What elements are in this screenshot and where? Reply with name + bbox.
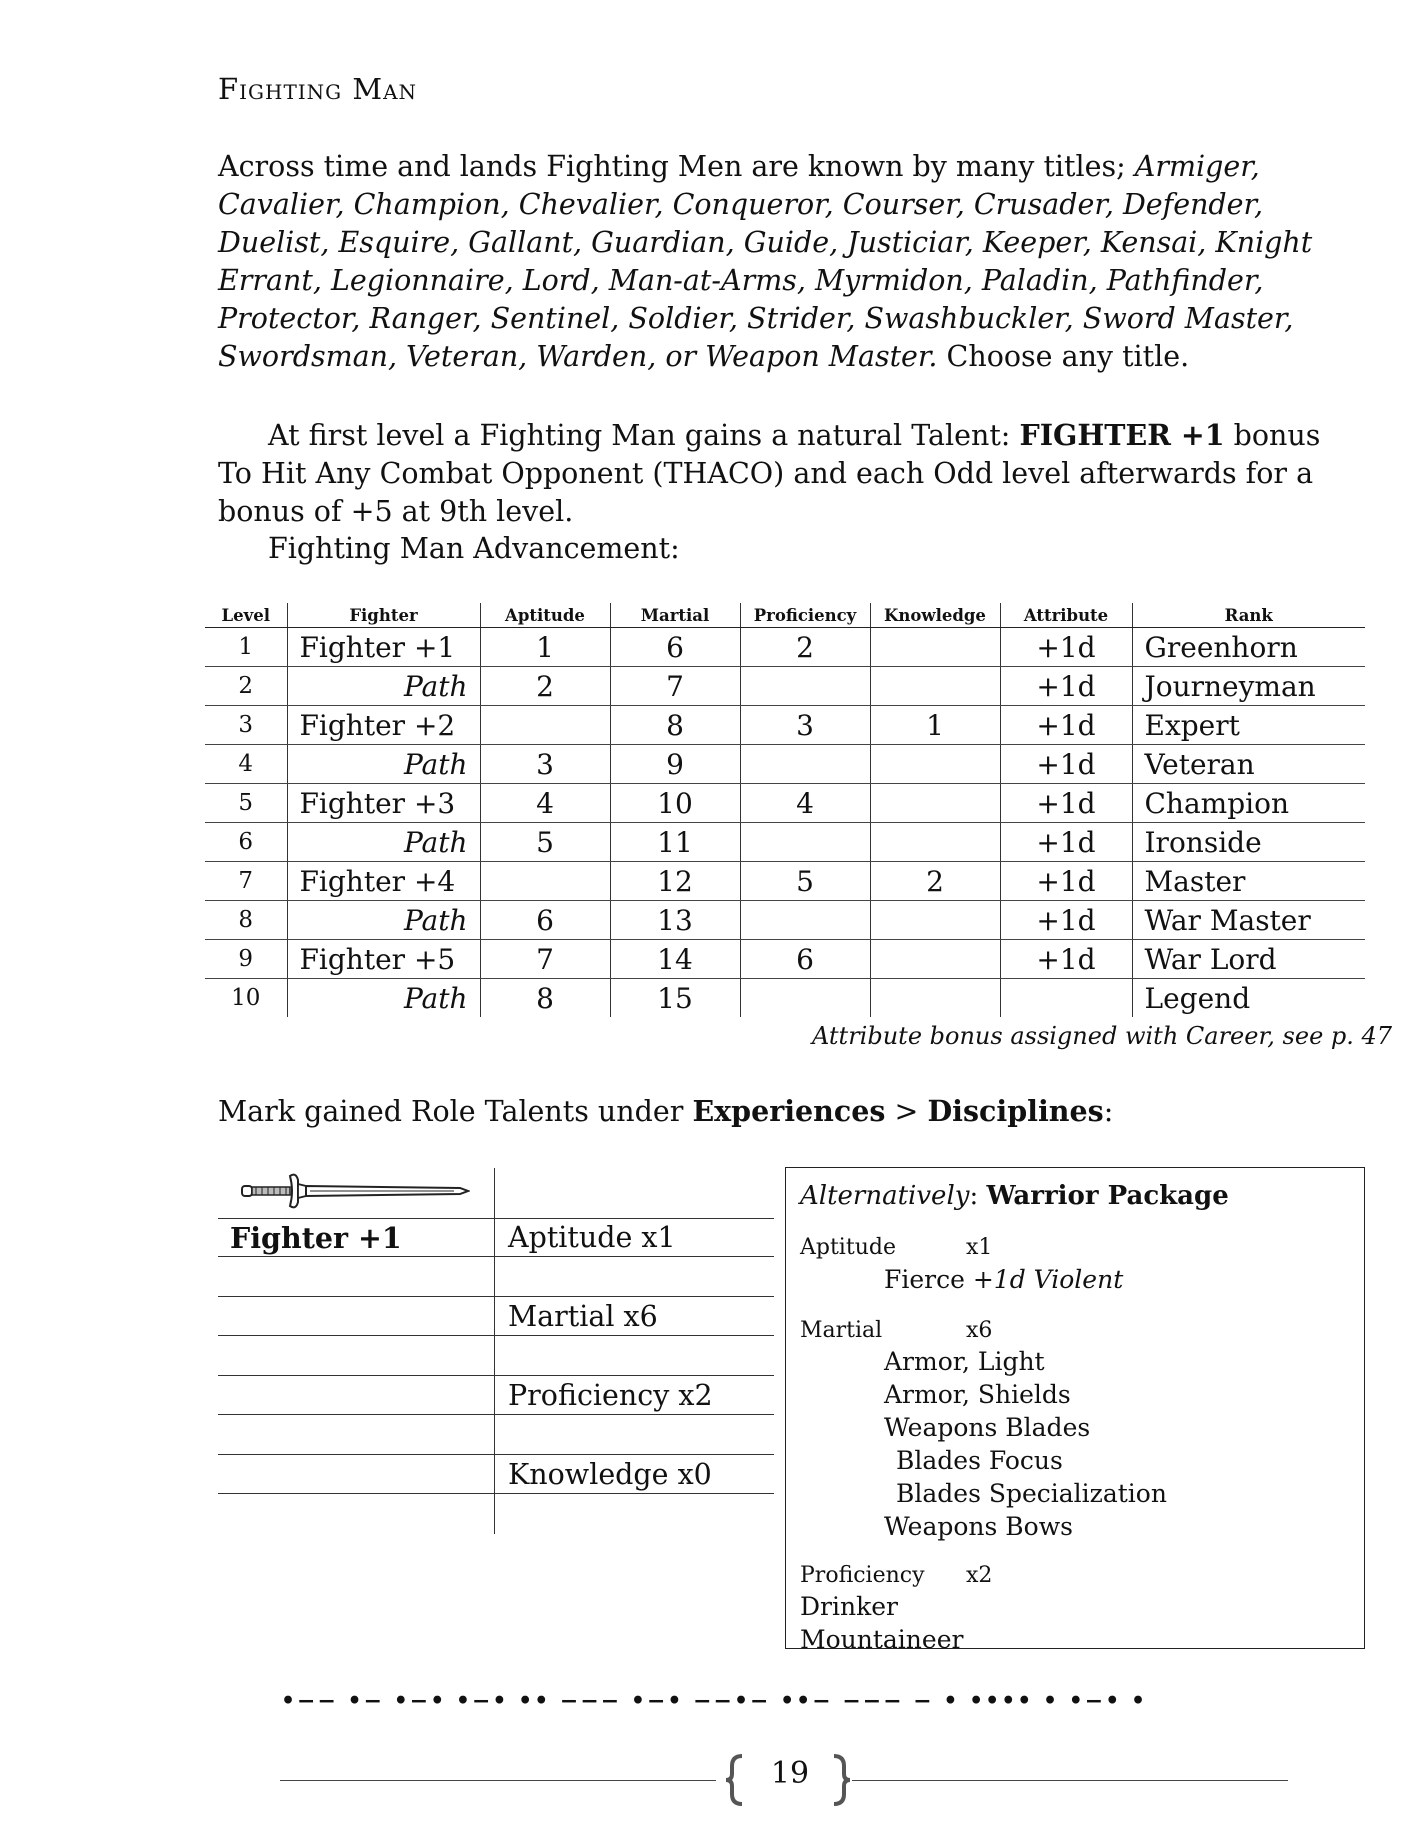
tracker-rule [218,1296,774,1297]
cell-proficiency [740,901,870,940]
talent-paragraph [218,416,1348,531]
section-heading: Fighting Man [218,72,418,106]
cell-proficiency [740,823,870,862]
table-row [205,706,1365,745]
package-martial-count: x6 [966,1318,993,1343]
package-name: Warrior Package [986,1181,1229,1211]
cell-aptitude: 7 [480,940,610,979]
package-title [800,1180,1229,1212]
talent-pre: At first level a Fighting Man gains a natural Talent: [268,419,1020,452]
cell-aptitude: 6 [480,901,610,940]
cell-attribute: +1d [1000,784,1132,823]
cell-rank: War Lord [1132,940,1365,979]
table-row [205,667,1365,706]
cell-knowledge [870,667,1000,706]
intro-tail: Choose any title. [937,340,1190,373]
cell-knowledge [870,823,1000,862]
package-alt: Alternatively [800,1181,970,1211]
package-blade-item: Blades Focus [896,1446,1063,1475]
tracker-fighter-label: Fighter +1 [230,1221,402,1255]
cell-rank: Veteran [1132,745,1365,784]
cell-proficiency [740,745,870,784]
cell-level: 10 [231,985,261,1011]
cell-rank: Ironside [1132,823,1365,862]
table-row [205,823,1365,862]
col-proficiency: Proficiency [740,603,870,628]
package-proficiency-count: x2 [966,1563,993,1588]
table-header-row [205,603,1365,628]
tracker-rule [218,1335,774,1336]
fierce-note: +1d Violent [972,1265,1124,1294]
cell-level: 5 [205,784,287,823]
cell-aptitude: 8 [480,979,610,1018]
tracker-divider [494,1168,495,1534]
cell-rank: Greenhorn [1132,628,1365,667]
cell-martial: 14 [610,940,740,979]
table-row [205,979,1365,1018]
table-row [205,745,1365,784]
cell-aptitude [480,862,610,901]
cell-attribute: +1d [1000,667,1132,706]
table-row [205,940,1365,979]
cell-rank: Legend [1132,979,1365,1018]
cell-knowledge [870,979,1000,1018]
package-fierce [884,1264,1123,1296]
package-bows-item: Weapons Bows [884,1512,1073,1541]
table-row [205,628,1365,667]
mark-post: : [1103,1095,1114,1128]
col-level: Level [205,603,287,628]
page-number: 19 [770,1756,810,1791]
sword-icon [240,1170,470,1214]
col-martial: Martial [610,603,740,628]
col-attribute: Attribute [1000,603,1132,628]
cell-rank: Expert [1132,706,1365,745]
mark-experiences: Experiences [692,1094,886,1128]
cell-level: 8 [205,901,287,940]
cell-fighter: Fighter +5 [287,940,480,979]
cell-fighter: Fighter +3 [287,784,480,823]
cell-martial: 15 [610,979,740,1018]
warrior-package-box [785,1167,1365,1654]
advancement-table [205,603,1365,1017]
footer-rule-right [852,1780,1288,1781]
cell-knowledge [870,940,1000,979]
cell-aptitude: 5 [480,823,610,862]
cell-fighter: Path [287,745,480,784]
role-talent-tracker [218,1168,774,1534]
cell-knowledge: 1 [870,706,1000,745]
table-row [205,784,1365,823]
table-row [205,901,1365,940]
package-aptitude-label: Aptitude [800,1235,896,1260]
cell-level: 7 [205,862,287,901]
cell-proficiency: 6 [740,940,870,979]
col-knowledge: Knowledge [870,603,1000,628]
tracker-aptitude: Aptitude x1 [508,1221,676,1254]
cell-attribute: +1d [1000,628,1132,667]
cell-rank: Master [1132,862,1365,901]
tracker-rule [218,1375,774,1376]
cell-level: 1 [205,628,287,667]
cell-martial: 11 [610,823,740,862]
cell-aptitude: 4 [480,784,610,823]
cell-proficiency: 2 [740,628,870,667]
footer-rule-left [280,1780,716,1781]
cell-martial: 6 [610,628,740,667]
cell-fighter: Fighter +1 [287,628,480,667]
intro-paragraph [218,148,1348,376]
cell-proficiency: 5 [740,862,870,901]
cell-fighter: Path [287,901,480,940]
cell-martial: 9 [610,745,740,784]
cell-proficiency: 3 [740,706,870,745]
mark-instruction [218,1092,1348,1131]
cell-knowledge [870,628,1000,667]
table-caption: Attribute bonus assigned with Career, see p. 47 [812,1022,1393,1050]
cell-fighter: Path [287,979,480,1018]
cell-level: 2 [205,667,287,706]
tracker-martial: Martial x6 [508,1300,658,1333]
cell-aptitude: 3 [480,745,610,784]
cell-rank: Journeyman [1132,667,1365,706]
cell-martial: 12 [610,862,740,901]
col-rank: Rank [1132,603,1365,628]
cell-attribute: +1d [1000,706,1132,745]
cell-rank: War Master [1132,901,1365,940]
package-aptitude-count: x1 [966,1235,993,1260]
talent-bold: FIGHTER +1 [1019,418,1225,452]
cell-knowledge [870,745,1000,784]
cell-attribute: +1d [1000,862,1132,901]
cell-level: 4 [205,745,287,784]
cell-martial: 10 [610,784,740,823]
package-colon: : [969,1181,987,1211]
cell-fighter: Fighter +2 [287,706,480,745]
cell-attribute: +1d [1000,901,1132,940]
table-row [205,862,1365,901]
intro-titles: Armiger, Cavalier, Champion, Chevalier, Conqueror, Courser, Crusader, Defender, Duelist, Esquire, Gallant, Guardian, Guide, Justiciar, Keeper, Kensai, Knight Errant, Legionnaire, Lord, Man-at-Arms, Myrmidon, Paladin, Pathfinder, Protector, Ranger, Sentinel, Soldier, Strider, Swashbuckler, Sword Master, Swordsman, Veteran, Warden, or Weapon Master. [218,150,1313,373]
package-proficiency-item: Drinker [800,1592,898,1621]
cell-martial: 8 [610,706,740,745]
cell-proficiency [740,979,870,1018]
cell-proficiency [740,667,870,706]
package-martial-label: Martial [800,1318,883,1343]
cell-martial: 13 [610,901,740,940]
mark-separator: > [885,1095,928,1128]
cell-knowledge [870,784,1000,823]
cell-rank: Champion [1132,784,1365,823]
intro-lead: Across time and lands Fighting Men are known by many titles; [218,150,1135,183]
cell-aptitude: 1 [480,628,610,667]
cell-level: 6 [205,823,287,862]
package-proficiency-item: Mountaineer [800,1625,964,1654]
package-martial-item: Armor, Shields [884,1380,1071,1409]
tracker-proficiency: Proficiency x2 [508,1379,713,1412]
cell-knowledge: 2 [870,862,1000,901]
tracker-rule [218,1454,774,1455]
talent-post: bonus To Hit Any Combat Opponent (THACO) and each Odd level afterwards for a bonus of +5 at 9th level. [218,419,1321,528]
cell-fighter: Path [287,667,480,706]
cell-attribute: +1d [1000,823,1132,862]
cell-aptitude [480,706,610,745]
fierce-label: Fierce [884,1265,973,1294]
mark-disciplines: Disciplines [927,1094,1104,1128]
package-martial-item: Armor, Light [884,1347,1045,1376]
tracker-knowledge: Knowledge x0 [508,1458,712,1491]
package-proficiency-label: Proficiency [800,1563,925,1588]
package-martial-item: Weapons Blades [884,1413,1091,1442]
mark-pre: Mark gained Role Talents under [218,1095,693,1128]
cell-level: 3 [205,706,287,745]
col-fighter: Fighter [287,603,480,628]
col-aptitude: Aptitude [480,603,610,628]
cell-level: 9 [205,940,287,979]
cell-fighter: Path [287,823,480,862]
cell-attribute: +1d [1000,940,1132,979]
cell-attribute: +1d [1000,745,1132,784]
package-blade-item: Blades Specialization [896,1479,1167,1508]
cell-fighter: Fighter +4 [287,862,480,901]
cell-proficiency: 4 [740,784,870,823]
cell-knowledge [870,901,1000,940]
advancement-label: Fighting Man Advancement: [268,532,680,565]
cell-martial: 7 [610,667,740,706]
footer-code: •−− •− •−• •−• •• −−− •−• −−•− ••− −−− − • •••• • •−• • [280,1688,1148,1714]
cell-attribute [1000,979,1132,1018]
cell-aptitude: 2 [480,667,610,706]
